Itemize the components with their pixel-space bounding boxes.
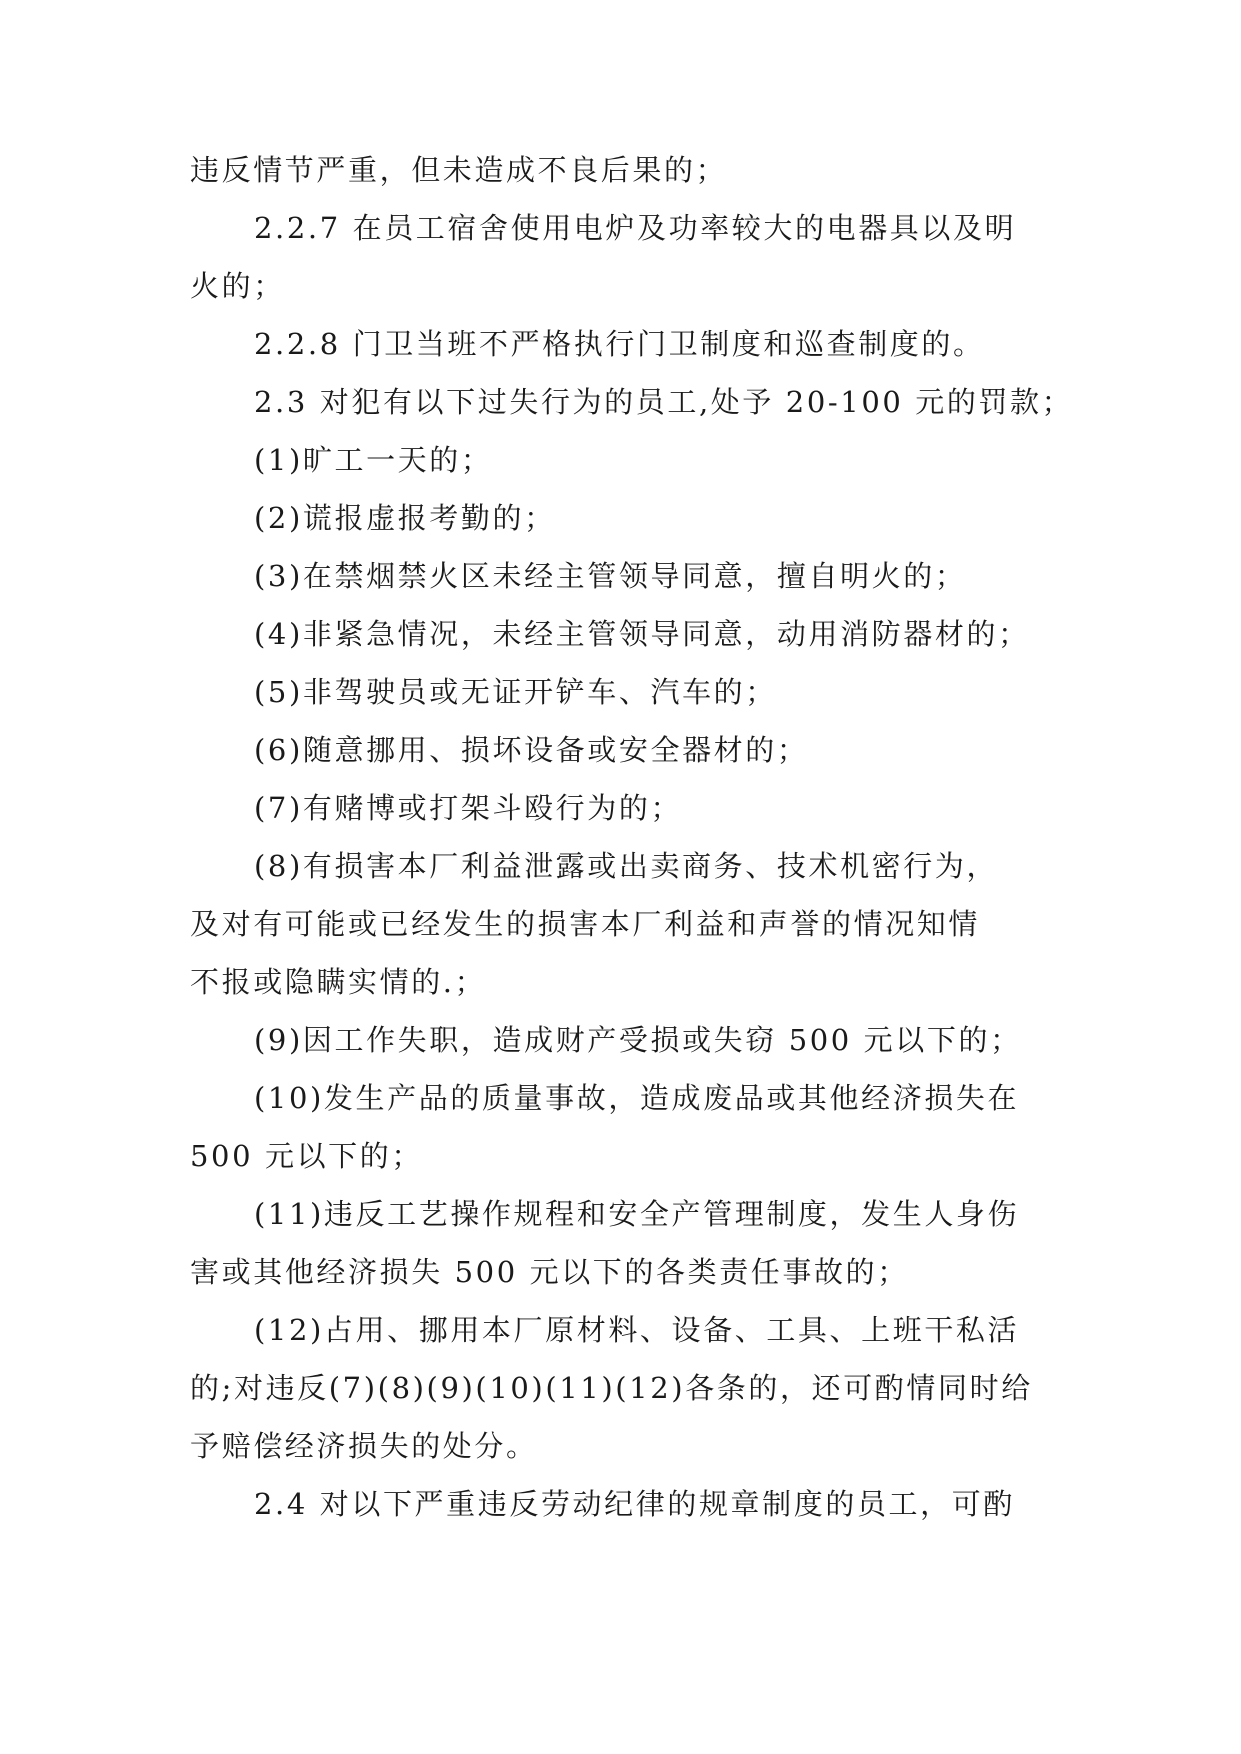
text-line: (7)有赌博或打架斗殴行为的； (254, 791, 683, 825)
text-line: 2.2.7 在员工宿舍使用电炉及功率较大的电器具以及明 (254, 211, 1017, 245)
text-line: (6)随意挪用、损坏设备或安全器材的； (254, 733, 809, 767)
text-line: (11)违反工艺操作规程和安全产管理制度，发生人身伤 (254, 1197, 1020, 1231)
text-line: 火的； (190, 269, 285, 303)
text-line: (4)非紧急情况，未经主管领导同意，动用消防器材的； (254, 617, 1030, 651)
text-line: 2.4 对以下严重违反劳动纪律的规章制度的员工，可酌 (254, 1487, 1015, 1521)
text-line: 予赔偿经济损失的处分。 (190, 1429, 538, 1463)
text-line: (12)占用、挪用本厂原材料、设备、工具、上班干私活 (254, 1313, 1020, 1347)
text-line: (3)在禁烟禁火区未经主管领导同意，擅自明火的； (254, 559, 967, 593)
text-line: 不报或隐瞒实情的.； (190, 965, 487, 999)
text-line: (2)谎报虚报考勤的； (254, 501, 556, 535)
text-line: (8)有损害本厂利益泄露或出卖商务、技术机密行为， (254, 849, 999, 883)
text-line: 违反情节严重，但未造成不良后果的； (190, 153, 728, 187)
text-line: (9)因工作失职，造成财产受损或失窃 500 元以下的； (254, 1023, 1022, 1057)
text-line: 的;对违反(7)(8)(9)(10)(11)(12)各条的，还可酌情同时给 (190, 1371, 1033, 1405)
text-line: (5)非驾驶员或无证开铲车、汽车的； (254, 675, 777, 709)
text-line: 害或其他经济损失 500 元以下的各类责任事故的； (190, 1255, 909, 1289)
text-line: 500 元以下的； (190, 1139, 423, 1173)
text-line: 2.2.8 门卫当班不严格执行门卫制度和巡查制度的。 (254, 327, 985, 361)
text-line: 2.3 对犯有以下过失行为的员工,处予 20-100 元的罚款； (254, 385, 1074, 419)
text-line: (1)旷工一天的； (254, 443, 493, 477)
text-line: 及对有可能或已经发生的损害本厂利益和声誉的情况知情 (190, 907, 981, 941)
text-line: (10)发生产品的质量事故，造成废品或其他经济损失在 (254, 1081, 1020, 1115)
